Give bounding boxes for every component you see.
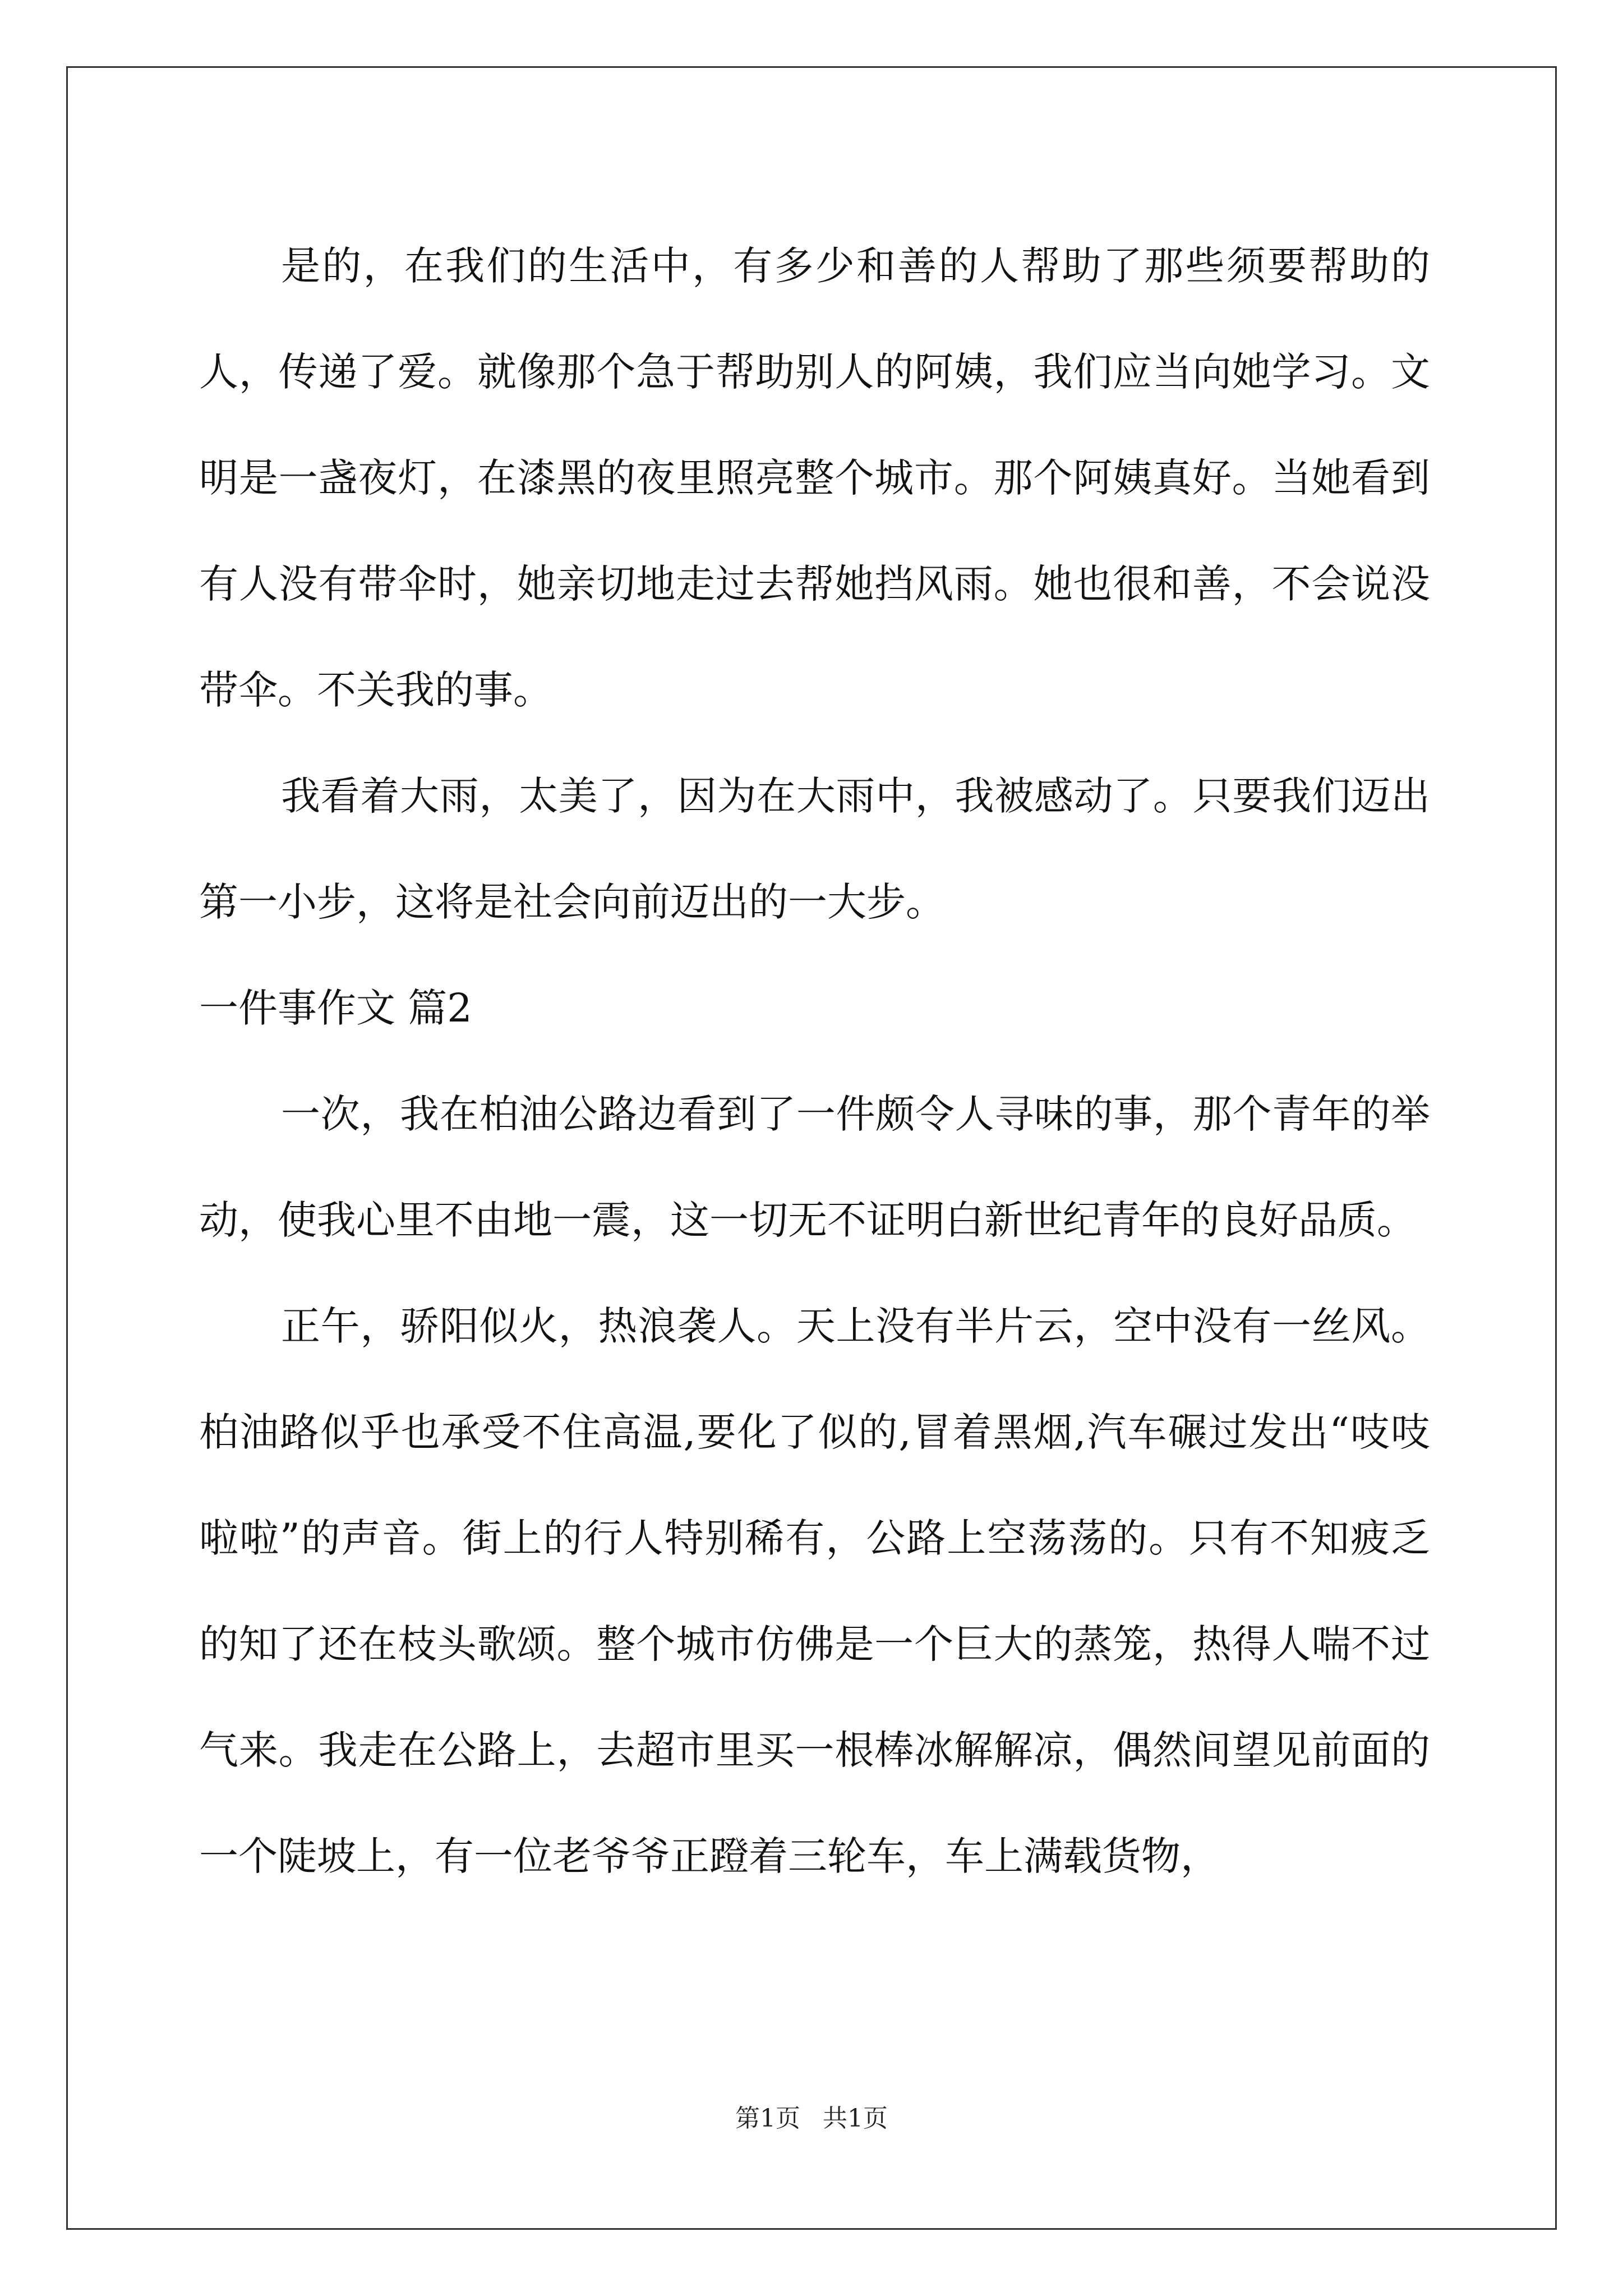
section-heading: 一件事作文 篇2 (199, 985, 472, 1031)
paragraph-3: 一次，我在柏油公路边看到了一件颇令人寻味的事，那个青年的举动，使我心里不由地一震，这一切无不证明白新世纪青年的良好品质。 (199, 1091, 1430, 1243)
page-footer (0, 2098, 1623, 2134)
document-body (199, 213, 1430, 1910)
page-total: 共1页 (823, 2104, 888, 2133)
paragraph-2: 我看着大雨，太美了，因为在大雨中，我被感动了。只要我们迈出第一小步，这将是社会向前迈出的一大步。 (199, 773, 1430, 925)
paragraph-1: 是的，在我们的生活中，有多少和善的人帮助了那些须要帮助的人，传递了爱。就像那个急于帮助别人的阿姨，我们应当向她学习。文明是一盏夜灯，在漆黑的夜里照亮整个城市。那个阿姨真好。当她看到有人没有带伞时，她亲切地走过去帮她挡风雨。她也很和善，不会说没带伞。不关我的事。 (199, 243, 1430, 713)
page-number: 第1页 (735, 2104, 800, 2133)
paragraph-4: 正午，骄阳似火，热浪袭人。天上没有半片云，空中没有一丝风。柏油路似乎也承受不住高温,要化了似的,冒着黑烟,汽车碾过发出“吱吱啦啦”的声音。街上的行人特别稀有，公路上空荡荡的。只有不知疲乏的知了还在枝头歌颂。整个城市仿佛是一个巨大的蒸笼，热得人喘不过气来。我走在公路上，去超市里买一根棒冰解解凉，偶然间望见前面的一个陡坡上，有一位老爷爷正蹬着三轮车，车上满载货物， (199, 1303, 1430, 1879)
